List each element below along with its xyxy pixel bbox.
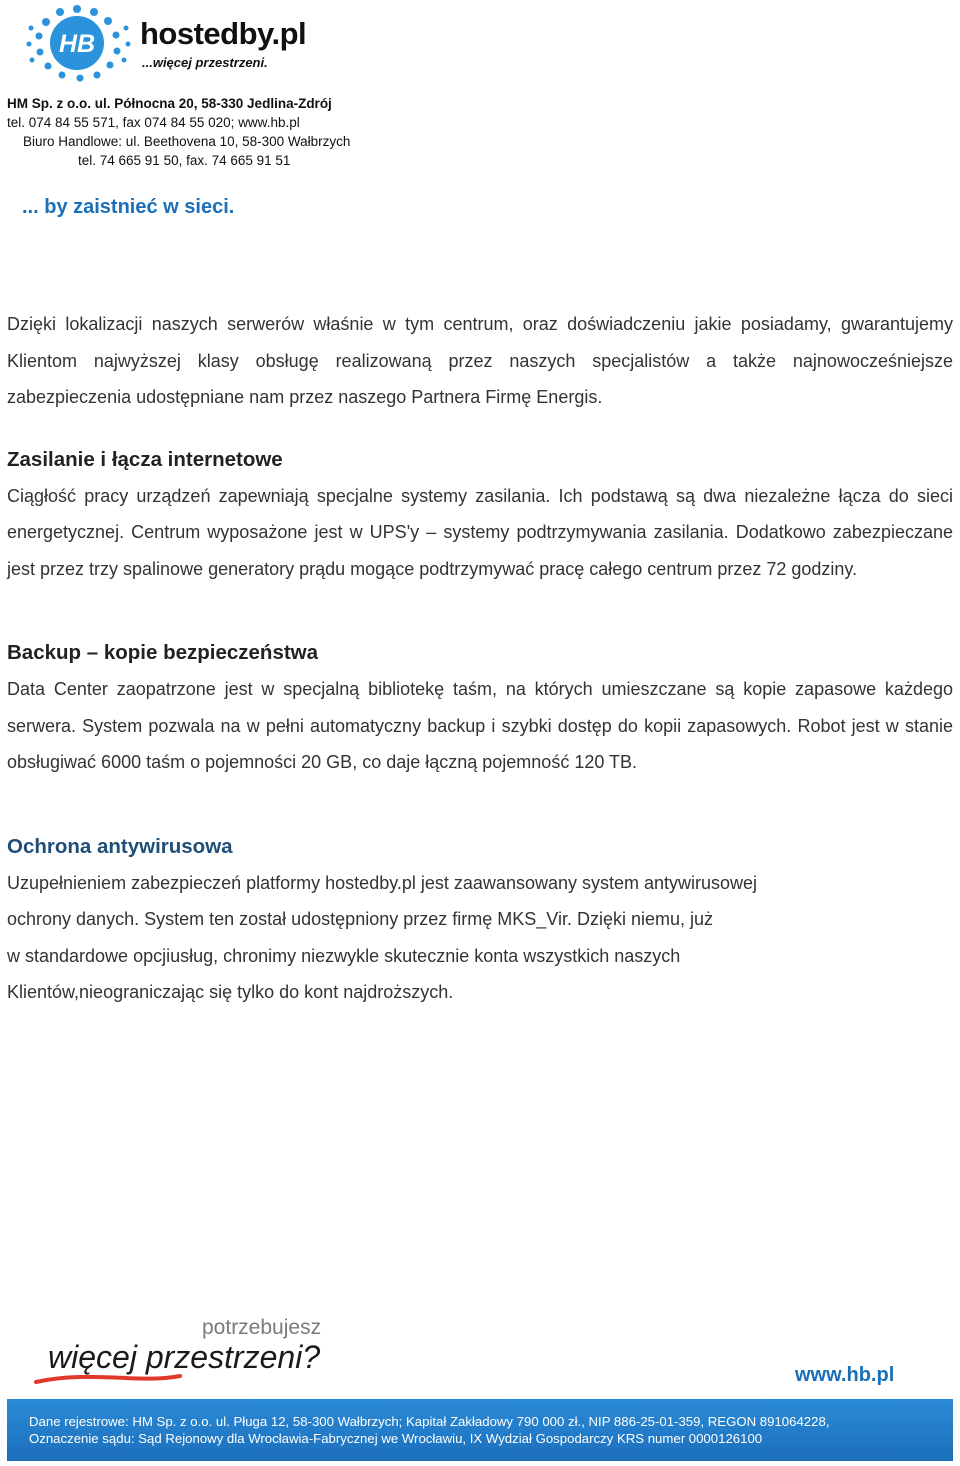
antivirus-line: Uzupełnieniem zabezpieczeń platformy hostedby.pl jest zaawansowany system antywirusowej: [7, 872, 758, 893]
section-body-backup: Data Center zaopatrzone jest w specjalną bibliotekę taśm, na których umieszczane są kopie zapasowe każdego serwera. System pozwala na w pełni automatyczny backup i szybki dostęp do kopii zapasowych. Robot jest w stanie obsługiwać 6000 taśm o pojemności 20 GB, co daje łączną pojemność 120 TB.: [7, 679, 953, 772]
footer-registration-line: Dane rejestrowe: HM Sp. z o.o. ul. Pługa 12, 58-300 Wałbrzych; Kapitał Zakładowy 790 000 zł., NIP 886-25-01-359, REGON 891064228,: [29, 1414, 830, 1429]
antivirus-line: Klientów,nieograniczając się tylko do kont najdroższych.: [7, 982, 454, 1002]
document-body: [7, 306, 953, 1011]
section-heading-power: Zasilanie i łącza internetowe: [7, 447, 283, 471]
section-body-power: Ciągłość pracy urządzeń zapewniają specjalne systemy zasilania. Ich podstawą są dwa niezależne łącza do sieci energetycznej. Centrum wyposażone jest w UPS'y – systemy podtrzymywania zasilania. Dodatkowo zabezpieczane jest przez trzy spalinowe generatory prądu mogące podtrzymywać pracę całego centrum przez 72 godziny.: [7, 485, 953, 579]
antivirus-line: w standardowe opcjiusług, chronimy niezwykle skutecznie konta wszystkich naszych: [7, 945, 681, 966]
footer-website-link[interactable]: www.hb.pl: [795, 1364, 895, 1386]
logo-mark-text: HB: [58, 30, 96, 58]
slogan-small-text: potrzebujesz: [202, 1316, 322, 1339]
contact-address: HM Sp. z o.o. ul. Północna 20, 58-330 Jedlina-Zdrój: [7, 96, 332, 111]
section-heading-backup: Backup – kopie bezpieczeństwa: [7, 641, 319, 664]
hb-logo-icon: [22, 4, 132, 82]
slogan-big-text: więcej przestrzeni?: [48, 1339, 321, 1375]
intro-paragraph: Dzięki lokalizacji naszych serwerów właśnie w tym centrum, oraz doświadczeniu jakie posiadamy, gwarantujemy Klientom najwyższej klasy obsługę realizowaną przez naszych specjalistów a także najnowocześniejsze zabezpieczenia udostępniane nam przez naszego Partnera Firmę Energis.: [7, 314, 953, 407]
footer-registration-bar: [7, 1399, 953, 1461]
footer-slogan: [30, 1310, 380, 1390]
antivirus-line: ochrony danych. System ten został udostępniony przez firmę MKS_Vir. Dzięki niemu, już: [7, 909, 713, 929]
sales-office-address: Biuro Handlowe: ul. Beethovena 10, 58-300 Wałbrzych: [23, 134, 351, 149]
contact-block: [7, 94, 427, 170]
footer-court-line: Oznaczenie sądu: Sąd Rejonowy dla Wrocławia-Fabrycznej we Wrocławiu, IX Wydział Gospodarczy KRS numer 0000126100: [29, 1431, 763, 1446]
slogan-tagline: ... by zaistnieć w sieci.: [22, 196, 235, 218]
section-body-antivirus: [7, 865, 953, 1011]
section-heading-antivirus: Ochrona antywirusowa: [7, 834, 233, 858]
contact-phone: tel. 074 84 55 571, fax 074 84 55 020; www.hb.pl: [7, 115, 300, 130]
sales-office-phone: tel. 74 665 91 50, fax. 74 665 91 51: [78, 153, 291, 168]
brand-name: hostedby.pl: [140, 16, 307, 51]
brand-tagline: ...więcej przestrzeni.: [142, 55, 268, 70]
slogan-swoosh: [36, 1376, 180, 1382]
company-logo: [22, 4, 362, 82]
